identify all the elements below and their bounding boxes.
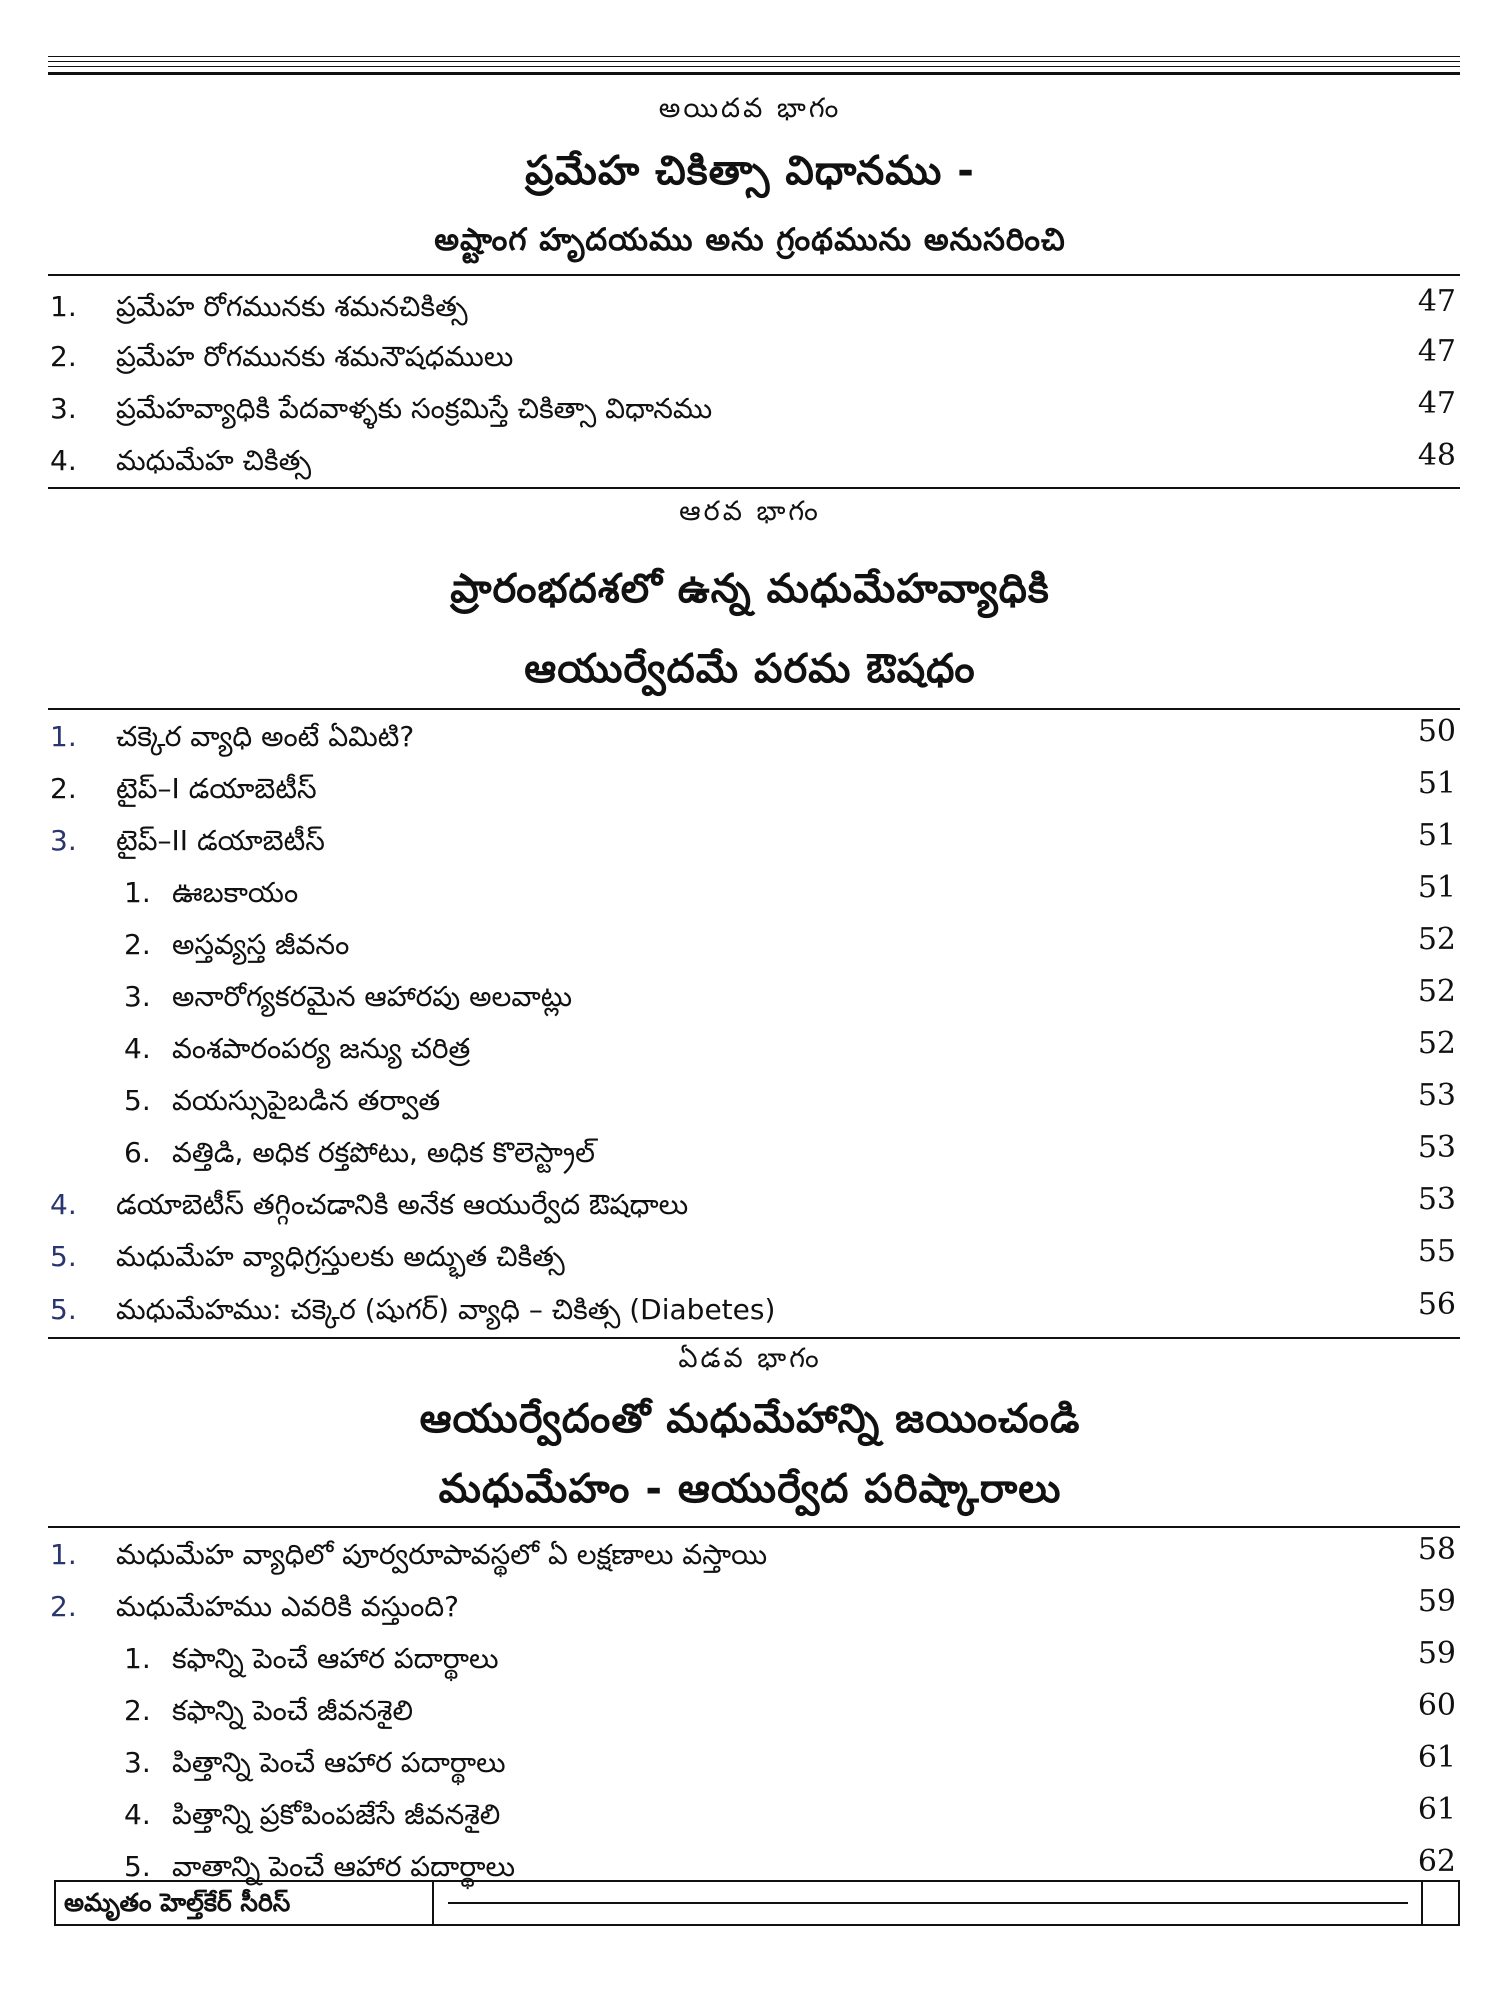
toc-number: 3. (50, 824, 77, 857)
toc-row[interactable] (48, 284, 1456, 332)
toc-title: మధుమేహ వ్యాధిలో పూర్వరూపావస్థలో ఏ లక్షణాలు వస్తాయి (116, 1538, 768, 1571)
toc-number: 2. (50, 1590, 77, 1623)
section-7-top-rule (48, 1337, 1460, 1339)
toc-number: 5. (50, 1293, 77, 1326)
toc-page: 59 (1417, 1584, 1456, 1619)
toc-number: 4. (124, 1032, 151, 1065)
toc-number: 5. (50, 1240, 77, 1273)
toc-row[interactable] (48, 1532, 1456, 1580)
toc-page: 51 (1417, 818, 1456, 853)
toc-number: 3. (124, 1746, 151, 1779)
toc-title: కఫాన్ని పెంచే జీవనశైలి (172, 1694, 413, 1727)
toc-title: అనారోగ్యకరమైన ఆహారపు అలవాట్లు (172, 980, 573, 1013)
toc-subrow[interactable] (48, 1688, 1456, 1736)
toc-title: ప్రమేహవ్యాధికి పేదవాళ్ళకు సంక్రమిస్తే చికిత్సా విధానము (116, 392, 713, 425)
toc-number: 1. (50, 290, 77, 323)
toc-title: వయస్సుపైబడిన తర్వాత (172, 1084, 441, 1117)
section-6-rule (48, 708, 1460, 710)
toc-subrow[interactable] (48, 1078, 1456, 1126)
footer-series-title: అమృతం హెల్త్‌కేర్ సీరిస్ (56, 1882, 434, 1924)
toc-number: 3. (124, 980, 151, 1013)
toc-number: 2. (124, 928, 151, 961)
toc-number: 5. (124, 1084, 151, 1117)
toc-number: 1. (124, 1642, 151, 1675)
toc-title: మధుమేహము: చక్కెర (షుగర్) వ్యాధి – చికిత్స (Diabetes) (116, 1293, 776, 1326)
toc-title: ప్రమేహ రోగమునకు శమనచికిత్స (116, 290, 468, 323)
toc-page: 51 (1417, 870, 1456, 905)
toc-title: డయాబెటీస్ తగ్గించడానికి అనేక ఆయుర్వేద ఔషధాలు (116, 1188, 689, 1221)
toc-title: వాతాన్ని పెంచే ఆహార పదార్థాలు (172, 1850, 516, 1883)
toc-page: 52 (1417, 974, 1456, 1009)
section-6-subtitle: ఆయుర్వేదమే పరమ ఔషధం (524, 646, 976, 692)
toc-subrow[interactable] (48, 870, 1456, 918)
toc-page: 51 (1417, 766, 1456, 801)
section-7-rule (48, 1526, 1460, 1528)
toc-number: 3. (50, 392, 77, 425)
toc-title: కఫాన్ని పెంచే ఆహార పదార్థాలు (172, 1642, 499, 1675)
section-6-title: ప్రారంభదశలో ఉన్న మధుమేహవ్యాధికి (450, 566, 1050, 612)
toc-number: 5. (124, 1850, 151, 1883)
toc-row[interactable] (48, 714, 1456, 762)
toc-number: 2. (124, 1694, 151, 1727)
toc-title: ఊబకాయం (172, 876, 299, 909)
toc-page: 53 (1417, 1078, 1456, 1113)
toc-number: 6. (124, 1136, 151, 1169)
toc-title: పిత్తాన్ని ప్రకోపింపజేసే జీవనశైలి (172, 1798, 501, 1831)
footer-box (54, 1880, 1460, 1926)
toc-subrow[interactable] (48, 1740, 1456, 1788)
section-7-part-label: ఏడవ భాగం (678, 1343, 822, 1374)
toc-page: 53 (1417, 1182, 1456, 1217)
toc-title: టైప్–II డయాబెటీస్ (116, 824, 325, 857)
toc-page: 56 (1417, 1287, 1456, 1322)
toc-title: టైప్–I డయాబెటీస్ (116, 772, 317, 805)
toc-page: 59 (1417, 1636, 1456, 1671)
toc-number: 2. (50, 772, 77, 805)
toc-title: మధుమేహము ఎవరికి వస్తుంది? (116, 1590, 459, 1623)
toc-page: 61 (1417, 1792, 1456, 1827)
toc-page: 58 (1417, 1532, 1456, 1567)
section-5-part-label: అయిదవ భాగం (658, 93, 842, 124)
toc-title: పిత్తాన్ని పెంచే ఆహార పదార్థాలు (172, 1746, 506, 1779)
toc-row[interactable] (48, 386, 1456, 434)
toc-subrow[interactable] (48, 1636, 1456, 1684)
toc-row[interactable] (48, 766, 1456, 814)
toc-row[interactable] (48, 438, 1456, 486)
section-6-top-rule (48, 487, 1460, 489)
toc-title: మధుమేహ వ్యాధిగ్రస్తులకు అద్భుత చికిత్స (116, 1240, 565, 1273)
toc-row[interactable] (48, 1182, 1456, 1230)
top-rule-1 (48, 56, 1460, 57)
toc-number: 1. (124, 876, 151, 909)
top-rule-2 (48, 61, 1460, 62)
toc-number: 2. (50, 340, 77, 373)
section-5-subtitle: అష్టాంగ హృదయము అను గ్రంథమును అనుసరించి (434, 222, 1066, 258)
toc-row[interactable] (48, 1584, 1456, 1632)
toc-page: 52 (1417, 1026, 1456, 1061)
toc-subrow[interactable] (48, 1130, 1456, 1178)
toc-page: 47 (1417, 334, 1456, 369)
toc-page: 55 (1417, 1234, 1456, 1269)
toc-row[interactable] (48, 818, 1456, 866)
toc-title: ప్రమేహ రోగమునకు శమనౌషధములు (116, 340, 514, 373)
toc-title: చక్కెర వ్యాధి అంటే ఏమిటి? (116, 720, 415, 753)
toc-title: వంశపారంపర్య జన్యు చరిత్ర (172, 1032, 471, 1065)
toc-subrow[interactable] (48, 922, 1456, 970)
toc-page: 52 (1417, 922, 1456, 957)
toc-page: 60 (1417, 1688, 1456, 1723)
toc-subrow[interactable] (48, 974, 1456, 1022)
toc-title: అస్తవ్యస్త జీవనం (172, 928, 350, 961)
toc-page: 50 (1417, 714, 1456, 749)
toc-title: మధుమేహ చికిత్స (116, 444, 312, 477)
section-5-title: ప్రమేహ చికిత్సా విధానము - (525, 148, 975, 194)
toc-page: 61 (1417, 1740, 1456, 1775)
footer-line (448, 1902, 1408, 1904)
section-6-part-label: ఆరవ భాగం (679, 496, 821, 527)
toc-number: 4. (50, 1188, 77, 1221)
toc-row[interactable] (48, 334, 1456, 382)
toc-number: 4. (50, 444, 77, 477)
toc-number: 4. (124, 1798, 151, 1831)
top-rule-4 (48, 72, 1460, 75)
section-7-title: ఆయుర్వేదంతో మధుమేహాన్ని జయించండి (419, 1396, 1081, 1442)
toc-number: 1. (50, 1538, 77, 1571)
top-rule-3 (48, 66, 1460, 67)
toc-subrow[interactable] (48, 1792, 1456, 1840)
section-7-subtitle: మధుమేహం - ఆయుర్వేద పరిష్కారాలు (438, 1466, 1062, 1512)
toc-row[interactable] (48, 1234, 1456, 1282)
toc-page: 47 (1417, 284, 1456, 319)
toc-title: వత్తిడి, అధిక రక్తపోటు, అధిక కొలెస్ట్రాల్ (172, 1136, 596, 1169)
section-5-rule (48, 274, 1460, 276)
toc-page: 53 (1417, 1130, 1456, 1165)
toc-subrow[interactable] (48, 1026, 1456, 1074)
toc-number: 1. (50, 720, 77, 753)
toc-page: 48 (1417, 438, 1456, 473)
footer-page-separator (1421, 1882, 1423, 1924)
toc-row[interactable] (48, 1287, 1456, 1335)
toc-page: 47 (1417, 386, 1456, 421)
toc-page: 62 (1417, 1844, 1456, 1879)
